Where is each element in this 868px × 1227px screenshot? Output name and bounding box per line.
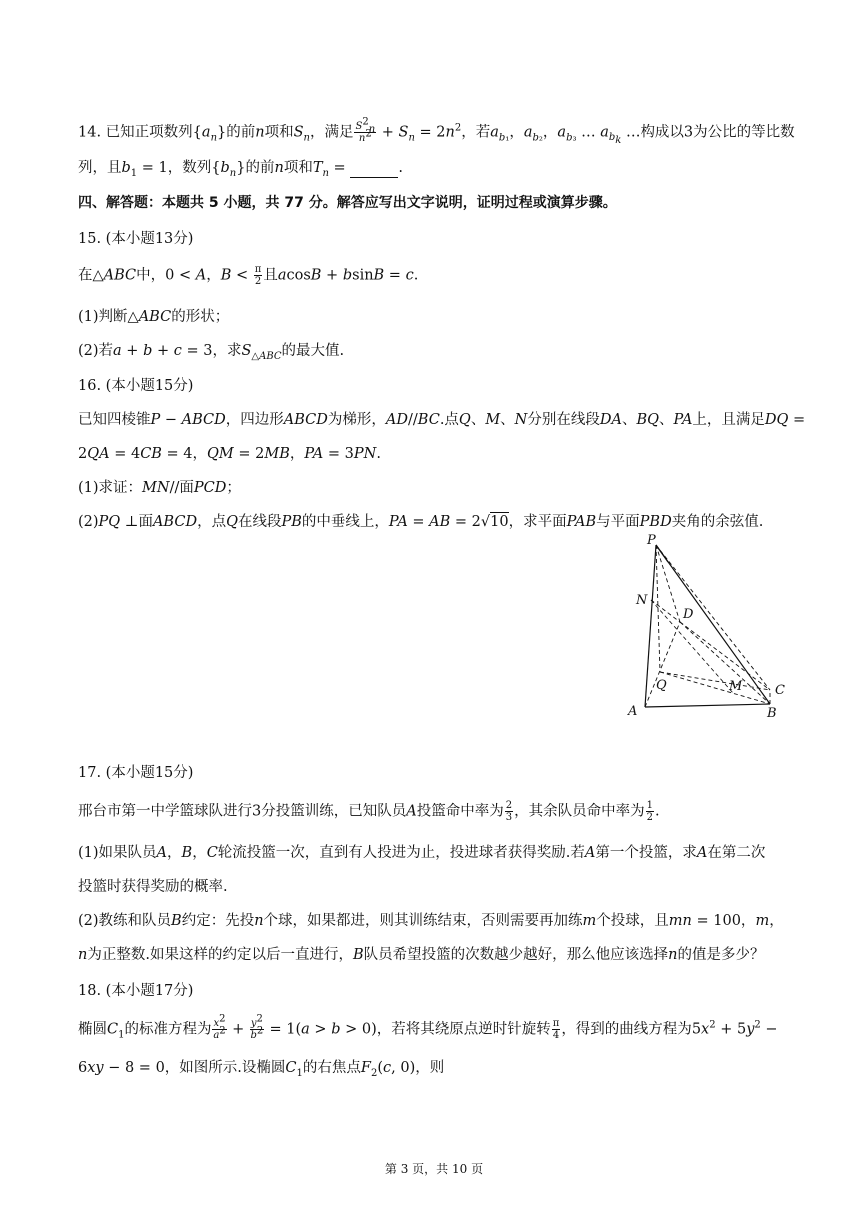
q18-stem-line2: 6xy − 8 = 0，如图所示.设椭圆$C_1$的右焦点$F_2(c$, 0)，则 bbox=[78, 1060, 445, 1079]
q15-part1: (1)判断△ABC的形状； bbox=[78, 309, 230, 325]
pyramid-figure bbox=[620, 532, 795, 727]
q18-header: 18. (本小题17分) bbox=[78, 983, 194, 999]
q17-part2-line1: (2)教练和队员B约定：先投n个球，如果都进，则其训练结束，否则需要再加练m个投球，且mn = 100，m， bbox=[78, 913, 784, 929]
q16-header: 16. (本小题15分) bbox=[78, 378, 194, 394]
label-M: M bbox=[729, 679, 743, 694]
edge-PB bbox=[656, 545, 770, 704]
q15-part2: (2)若a + b + c = 3，求$S_{\triangle ABC}$的最大值. bbox=[78, 343, 345, 362]
label-N: N bbox=[636, 593, 648, 608]
label-B: B bbox=[767, 706, 777, 721]
edge-PA bbox=[645, 545, 656, 707]
label-D: D bbox=[683, 607, 694, 622]
q16-part2: (2)PQ ⊥面ABCD，点Q在线段PB的中垂线上，PA = AB = 2√10，求平面PAB与平面PBD夹角的余弦值. bbox=[78, 514, 764, 530]
q16-stem-line2: 2QA = 4CB = 4，QM = 2MB，PA = 3PN. bbox=[78, 446, 381, 462]
q16-part1: (1)求证：MN//面PCD； bbox=[78, 480, 241, 496]
edge-DB bbox=[680, 622, 770, 704]
label-A: A bbox=[628, 704, 638, 719]
section-title: 四、解答题：本题共 5 小题，共 77 分。解答应写出文字说明，证明过程或演算步骤。 bbox=[78, 195, 617, 211]
answer-blank bbox=[350, 163, 398, 178]
q17-part1-line1: (1)如果队员A，B，C轮流投篮一次，直到有人投进为止，投进球者获得奖励.若A第一个投篮，求A在第二次 bbox=[78, 845, 766, 861]
q14-text: 14. 已知正项数列 bbox=[78, 124, 193, 141]
label-Q: Q bbox=[656, 678, 667, 693]
edge-PD bbox=[656, 545, 680, 622]
label-P: P bbox=[647, 533, 656, 548]
edge-PQ bbox=[656, 545, 660, 672]
q15-header: 15. (本小题13分) bbox=[78, 231, 194, 247]
edge-ND bbox=[651, 600, 680, 622]
q14-line1: 14. 已知正项数列$\{a_n\}$的前n项和$S_n$，满足 $\frac{S^2_n}{n^2}$ + $S_n = 2n^2$，若$a_{b_1}$，$a_{b_2}$，$a_{b_3}$ … $a_{b_k}$ …构成以3为公比的等比数 bbox=[78, 116, 795, 147]
q17-part1-line2: 投篮时获得奖励的概率. bbox=[78, 879, 228, 895]
edge-QB bbox=[660, 672, 770, 704]
q14-line2: 列，且$b_1 = 1$，数列$\{b_n\}$的前n项和$T_n$ = . bbox=[78, 160, 403, 179]
q17-header: 17. (本小题15分) bbox=[78, 765, 194, 781]
q15-stem: 在△ABC中，0 < A，B < $\frac{\pi}{2}$ 且acosB + bsinB = c. bbox=[78, 264, 419, 287]
q17-stem: 邢台市第一中学篮球队进行3分投篮训练，已知队员A投篮命中率为 $\frac{2}{3}$ ，其余队员命中率为 $\frac{1}{2}$ . bbox=[78, 800, 660, 823]
q16-stem-line1: 已知四棱锥P − ABCD，四边形ABCD为梯形，AD//BC.点Q、M、N分别在线段DA、BQ、PA上，且满足DQ = bbox=[78, 412, 806, 428]
edge-AB bbox=[645, 704, 770, 707]
label-C: C bbox=[775, 683, 785, 698]
page-footer: 第 3 页，共 10 页 bbox=[384, 1162, 484, 1176]
edge-DC bbox=[680, 622, 770, 690]
q17-part2-line2: n为正整数.如果这样的约定以后一直进行，B队员希望投篮的次数越少越好，那么他应该选择n的值是多少？ bbox=[78, 947, 765, 963]
q18-stem-line1: 椭圆$C_1$的标准方程为 $\frac{x^2}{a^2}$ + $\frac{y^2}{b^2}$ = 1(a > b > 0)，若将其绕原点逆时针旋转 $\frac{\pi}{4}$ ，得到的曲线方程为$5x^2 + 5y^2$ − bbox=[78, 1013, 778, 1041]
edge-PC-hidden bbox=[656, 545, 770, 690]
